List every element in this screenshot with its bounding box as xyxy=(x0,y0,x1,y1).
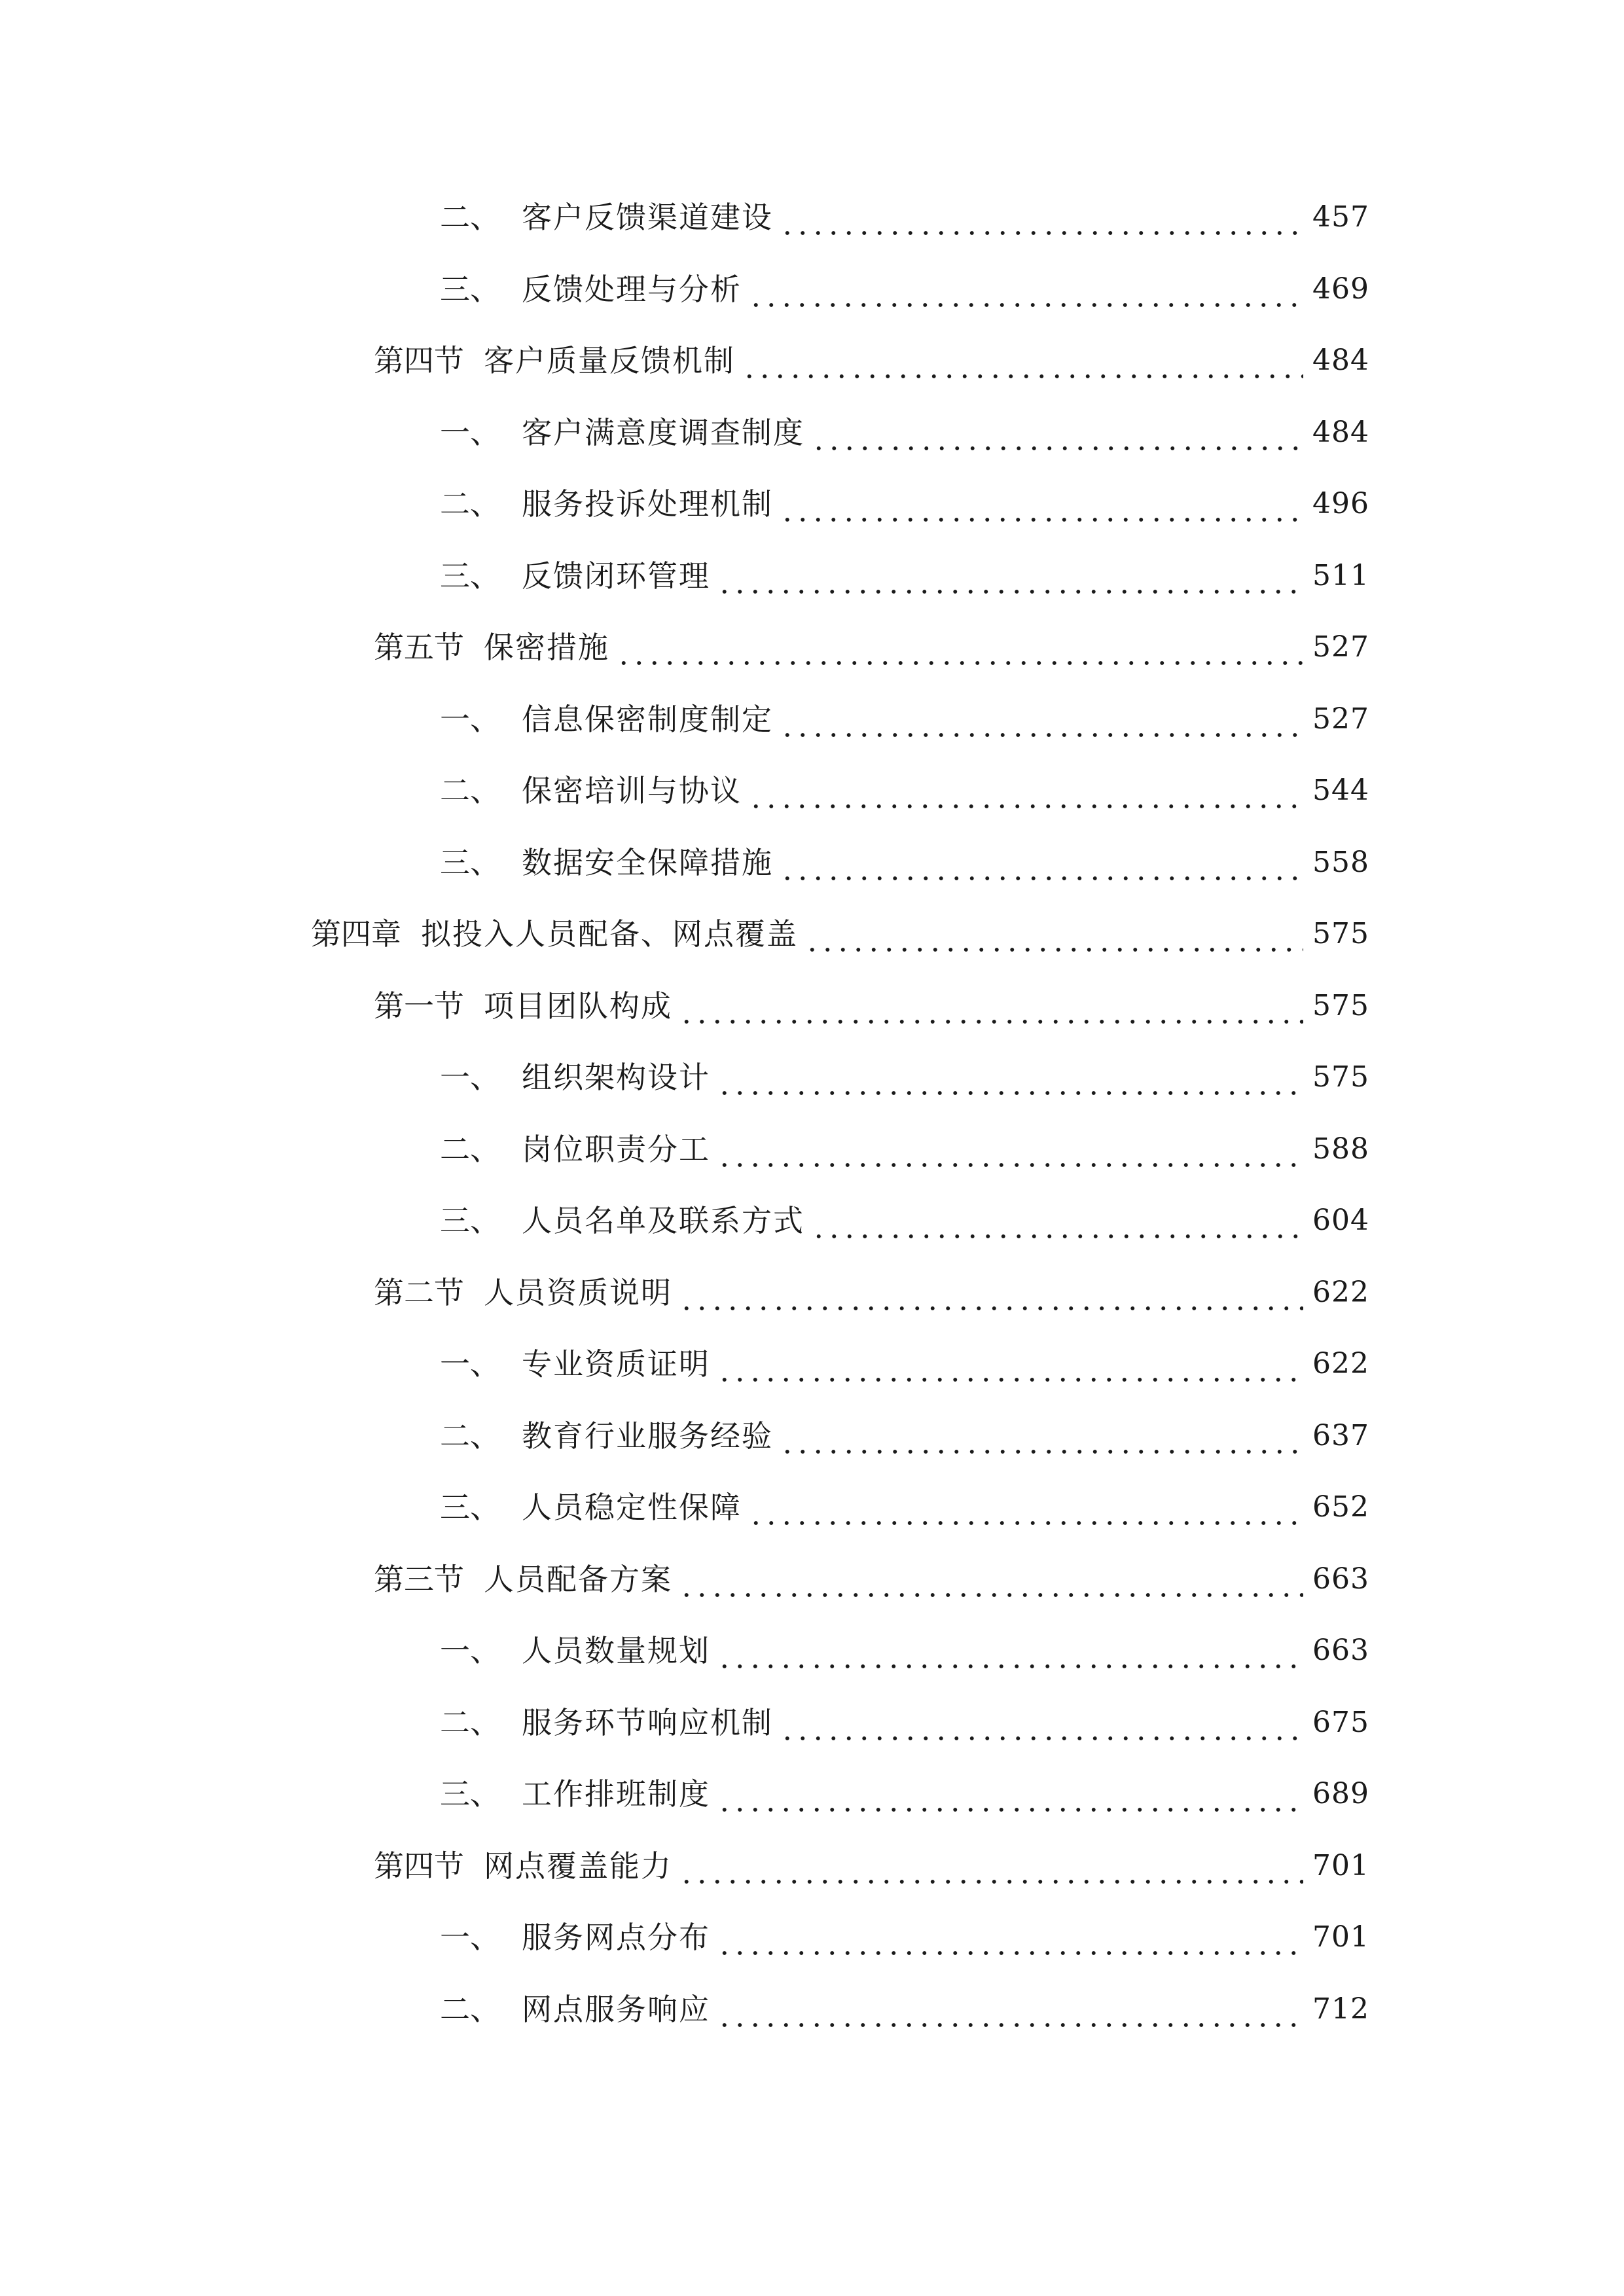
toc-entry-page-number: 637 xyxy=(1312,1418,1369,1452)
toc-entry-page-number: 701 xyxy=(1312,1848,1369,1882)
toc-entry-title: 人员名单及联系方式 xyxy=(522,1203,804,1238)
toc-entry-item[interactable] xyxy=(0,550,1624,622)
toc-entry-title: 数据安全保障措施 xyxy=(522,844,773,880)
dot-leader xyxy=(780,191,1303,243)
toc-entry-title: 网点覆盖能力 xyxy=(484,1848,672,1884)
dot-leader xyxy=(748,263,1303,315)
toc-entry-number: 第四章 xyxy=(311,916,401,952)
toc-entry-number: 三、 xyxy=(440,844,500,880)
toc-entry-row xyxy=(374,334,1369,387)
toc-entry-title: 人员稳定性保障 xyxy=(522,1490,742,1525)
toc-entry-number: 第一节 xyxy=(374,988,464,1024)
toc-entry-row xyxy=(440,1123,1369,1175)
toc-entry-row xyxy=(374,980,1369,1032)
toc-entry-number: 一、 xyxy=(440,1346,500,1382)
dot-leader xyxy=(679,1840,1303,1892)
toc-entry-row xyxy=(374,1553,1369,1605)
toc-entry-item[interactable] xyxy=(0,764,1624,836)
toc-entry-page-number: 663 xyxy=(1312,1562,1369,1596)
toc-entry-page-number: 457 xyxy=(1312,200,1369,234)
toc-entry-number: 第四节 xyxy=(374,343,464,378)
toc-entry-number: 一、 xyxy=(440,414,500,450)
toc-entry-number: 二、 xyxy=(440,1991,500,2027)
toc-entry-title: 项目团队构成 xyxy=(484,988,672,1024)
toc-entry-page-number: 622 xyxy=(1312,1275,1369,1309)
toc-entry-item[interactable] xyxy=(0,1194,1624,1266)
toc-entry-title: 服务环节响应机制 xyxy=(522,1704,773,1740)
dot-leader xyxy=(616,621,1303,673)
toc-entry-title: 专业资质证明 xyxy=(522,1346,710,1382)
toc-entry-page-number: 652 xyxy=(1312,1490,1369,1524)
toc-entry-number: 二、 xyxy=(440,200,500,235)
dot-leader xyxy=(717,1624,1303,1677)
toc-entry-title: 岗位职责分工 xyxy=(522,1131,710,1167)
toc-entry-title: 工作排班制度 xyxy=(522,1776,710,1812)
toc-entry-item[interactable] xyxy=(0,1983,1624,2055)
toc-entry-item[interactable] xyxy=(0,1410,1624,1482)
toc-entry-page-number: 544 xyxy=(1312,774,1369,807)
toc-entry-page-number: 701 xyxy=(1312,1920,1369,1954)
dot-leader xyxy=(780,836,1303,889)
toc-entry-section[interactable] xyxy=(0,621,1624,693)
toc-entry-page-number: 689 xyxy=(1312,1777,1369,1810)
toc-entry-page-number: 575 xyxy=(1312,988,1369,1022)
toc-entry-row xyxy=(440,1481,1369,1534)
toc-entry-title: 网点服务响应 xyxy=(522,1991,710,2027)
toc-entry-page-number: 588 xyxy=(1312,1132,1369,1166)
toc-entry-row xyxy=(440,1338,1369,1390)
toc-entry-section[interactable] xyxy=(0,1266,1624,1338)
toc-entry-section[interactable] xyxy=(0,1553,1624,1625)
toc-entry-item[interactable] xyxy=(0,1768,1624,1840)
toc-entry-item[interactable] xyxy=(0,1051,1624,1123)
toc-entry-page-number: 604 xyxy=(1312,1204,1369,1237)
dot-leader xyxy=(780,478,1303,530)
toc-entry-page-number: 527 xyxy=(1312,630,1369,664)
toc-entry-title: 组织架构设计 xyxy=(522,1060,710,1095)
toc-entry-title: 人员资质说明 xyxy=(484,1274,672,1310)
toc-entry-row xyxy=(440,191,1369,243)
toc-entry-title: 信息保密制度制定 xyxy=(522,701,773,737)
toc-entry-number: 三、 xyxy=(440,1776,500,1812)
toc-entry-row xyxy=(440,836,1369,889)
dot-leader xyxy=(717,1768,1303,1820)
toc-entry-number: 第四节 xyxy=(374,1848,464,1884)
toc-entry-chapter[interactable] xyxy=(0,908,1624,980)
toc-entry-title: 拟投入人员配备、网点覆盖 xyxy=(421,916,798,952)
toc-entry-number: 三、 xyxy=(440,271,500,307)
dot-leader xyxy=(780,1410,1303,1462)
toc-entry-row xyxy=(440,406,1369,459)
toc-entry-page-number: 558 xyxy=(1312,845,1369,879)
toc-entry-title: 保密培训与协议 xyxy=(522,773,742,808)
toc-entry-title: 反馈处理与分析 xyxy=(522,271,742,307)
toc-entry-page-number: 675 xyxy=(1312,1705,1369,1739)
toc-entry-number: 三、 xyxy=(440,558,500,594)
dot-leader xyxy=(717,1911,1303,1964)
dot-leader xyxy=(804,908,1303,960)
dot-leader xyxy=(717,1123,1303,1175)
dot-leader xyxy=(748,1481,1303,1534)
toc-entry-title: 客户满意度调查制度 xyxy=(522,414,804,450)
toc-entry-title: 保密措施 xyxy=(484,630,609,665)
toc-entry-section[interactable] xyxy=(0,1840,1624,1912)
toc-entry-item[interactable] xyxy=(0,1338,1624,1410)
toc-entry-number: 一、 xyxy=(440,1633,500,1668)
toc-entry-section[interactable] xyxy=(0,334,1624,406)
toc-entry-row xyxy=(440,1410,1369,1462)
toc-entry-page-number: 622 xyxy=(1312,1347,1369,1380)
toc-entry-row xyxy=(374,621,1369,673)
toc-entry-page-number: 484 xyxy=(1312,415,1369,449)
dot-leader xyxy=(811,406,1303,459)
toc-entry-item[interactable] xyxy=(0,1911,1624,1983)
toc-entry-title: 人员数量规划 xyxy=(522,1633,710,1668)
dot-leader xyxy=(748,764,1303,817)
toc-entry-row xyxy=(440,1768,1369,1820)
toc-entry-item[interactable] xyxy=(0,693,1624,765)
toc-entry-number: 二、 xyxy=(440,486,500,522)
toc-entry-number: 三、 xyxy=(440,1203,500,1238)
toc-entry-row xyxy=(440,1983,1369,2036)
toc-entry-item[interactable] xyxy=(0,1696,1624,1768)
dot-leader xyxy=(717,550,1303,602)
toc-entry-row xyxy=(374,1840,1369,1892)
toc-entry-number: 一、 xyxy=(440,1920,500,1955)
dot-leader xyxy=(679,1266,1303,1319)
toc-entry-page-number: 469 xyxy=(1312,272,1369,306)
dot-leader xyxy=(717,1051,1303,1103)
dot-leader xyxy=(742,334,1303,387)
toc-entry-number: 二、 xyxy=(440,1418,500,1454)
toc-entry-number: 一、 xyxy=(440,1060,500,1095)
toc-entry-title: 反馈闭环管理 xyxy=(522,558,710,594)
toc-entry-page-number: 527 xyxy=(1312,702,1369,736)
toc-entry-row xyxy=(440,550,1369,602)
toc-entry-item[interactable] xyxy=(0,191,1624,263)
toc-entry-number: 二、 xyxy=(440,1131,500,1167)
toc-entry-number: 二、 xyxy=(440,1704,500,1740)
toc-entry-item[interactable] xyxy=(0,1624,1624,1696)
toc-entry-row xyxy=(440,1624,1369,1677)
toc-entry-item[interactable] xyxy=(0,1481,1624,1553)
toc-entry-page-number: 663 xyxy=(1312,1634,1369,1667)
toc-entry-row xyxy=(311,908,1369,960)
dot-leader xyxy=(780,693,1303,745)
toc-entry-item[interactable] xyxy=(0,478,1624,550)
toc-entry-number: 一、 xyxy=(440,701,500,737)
dot-leader xyxy=(717,1338,1303,1390)
toc-entry-page-number: 496 xyxy=(1312,487,1369,520)
toc-entry-row xyxy=(440,1194,1369,1247)
dot-leader xyxy=(811,1194,1303,1247)
toc-entry-row xyxy=(440,263,1369,315)
toc-entry-row xyxy=(440,1911,1369,1964)
toc-entry-row xyxy=(440,1696,1369,1749)
toc-entry-title: 服务投诉处理机制 xyxy=(522,486,773,522)
toc-entry-number: 第三节 xyxy=(374,1561,464,1597)
toc-entry-title: 服务网点分布 xyxy=(522,1920,710,1955)
toc-entry-row xyxy=(440,764,1369,817)
dot-leader xyxy=(780,1696,1303,1749)
dot-leader xyxy=(679,1553,1303,1605)
toc-entry-item[interactable] xyxy=(0,1123,1624,1195)
toc-entry-title: 客户反馈渠道建设 xyxy=(522,200,773,235)
toc-entry-item[interactable] xyxy=(0,406,1624,478)
toc-entry-title: 人员配备方案 xyxy=(484,1561,672,1597)
toc-entry-row xyxy=(440,478,1369,530)
toc-entry-title: 客户质量反馈机制 xyxy=(484,343,735,378)
toc-entry-row xyxy=(440,1051,1369,1103)
toc-entry-item[interactable] xyxy=(0,263,1624,335)
toc-entry-row xyxy=(374,1266,1369,1319)
toc-entry-page-number: 484 xyxy=(1312,344,1369,377)
toc-entry-number: 第五节 xyxy=(374,630,464,665)
toc-entry-number: 三、 xyxy=(440,1490,500,1525)
toc-entry-section[interactable] xyxy=(0,980,1624,1052)
toc-entry-number: 二、 xyxy=(440,773,500,808)
toc-entry-page-number: 575 xyxy=(1312,1060,1369,1094)
toc-entry-page-number: 575 xyxy=(1312,917,1369,950)
table-of-contents xyxy=(0,191,1624,2054)
toc-entry-row xyxy=(440,693,1369,745)
toc-entry-title: 教育行业服务经验 xyxy=(522,1418,773,1454)
dot-leader xyxy=(717,1983,1303,2036)
toc-entry-page-number: 511 xyxy=(1312,558,1369,592)
toc-entry-item[interactable] xyxy=(0,836,1624,908)
dot-leader xyxy=(679,980,1303,1032)
toc-entry-number: 第二节 xyxy=(374,1274,464,1310)
toc-entry-page-number: 712 xyxy=(1312,1992,1369,2026)
